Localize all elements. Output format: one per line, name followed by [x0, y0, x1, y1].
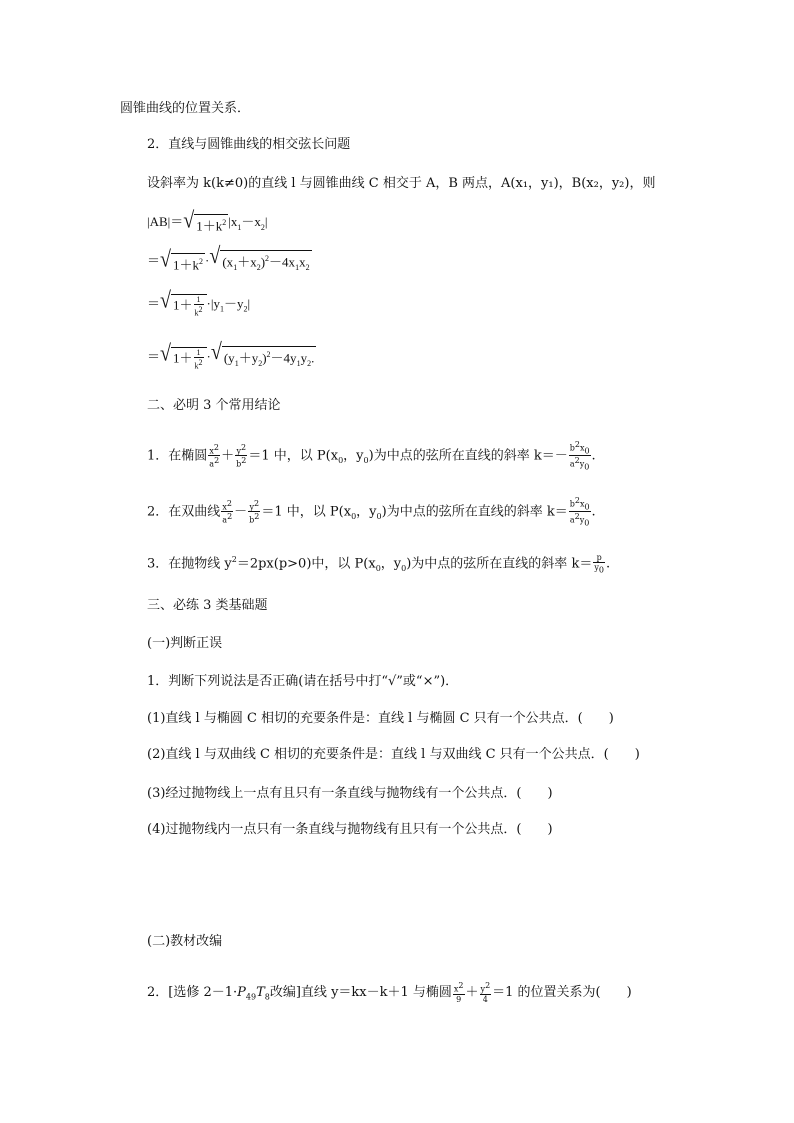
question-2: 2．[选修 $2-1\cdot P_{49}T_8$改编]直线 y＝kx－k＋1 与椭圆 $\frac{x^2}{9}$ ＋ $\frac{y^2}{4}$ ＝1 的位置关系为( ): [147, 981, 632, 1004]
question-1-stem: 1．判断下列说法是否正确(请在括号中打“√”或“×”)．: [147, 674, 459, 689]
section-heading-conclusions: 二、必明 3 个常用结论: [147, 398, 281, 413]
formula-ab-2: ＝ √ $1+k^2$ · √ $(x_1+x_2)^2-4x_1x_2$: [147, 248, 312, 276]
question-1-item: (2)直线 l 与双曲线 C 相切的充要条件是：直线 l 与双曲线 C 只有一个公共点．( ): [147, 747, 640, 762]
formula-ab-1: |AB|＝ √ $1+k^2$ $|x_1-x_2|$: [147, 208, 268, 234]
conclusion-item-1: 1．在椭圆 $\frac{x^2}{a^2}$ ＋ $\frac{y^2}{b^2}$ ＝1 中，以 $P(x_0$，$y_0$)为中点的弦所在直线的斜率 k＝－ $\frac{b^2x_0}{a^2y_0}$ .: [147, 440, 596, 472]
formula-ab-4: ＝ √ 1＋ $\frac{1}{k^2}$ · √ $(y_1+y_2)^2-4y_1y_2$.: [147, 339, 315, 371]
formula-ab-3: ＝ √ 1＋ $\frac{1}{k^2}$ $\cdot|y_1-y_2|$: [147, 287, 251, 318]
question-1-item: (1)直线 l 与椭圆 C 相切的充要条件是：直线 l 与椭圆 C 只有一个公共点．( ): [147, 711, 614, 726]
subsection-textbook: (二)教材改编: [147, 934, 223, 949]
chord-intro: 设斜率为 k(k≠0)的直线 l 与圆锥曲线 C 相交于 A，B 两点，A(x₁，y₁)，B(x₂，y₂)，则: [147, 176, 656, 191]
conclusion-item-2: 2．在双曲线 $\frac{x^2}{a^2}$ － $\frac{y^2}{b^2}$ ＝1 中，以 $P(x_0$，$y_0$)为中点的弦所在直线的斜率 k＝ $\frac{b^2x_0}{a^2y_0}$ .: [147, 496, 596, 528]
section-heading-exercises: 三、必练 3 类基础题: [147, 598, 268, 613]
conclusion-item-3: 3．在抛物线 $y^2=2px(p>0)$中，以 $P(x_0$，$y_0$)为中点的弦所在直线的斜率 k＝ $\frac{p}{y_0}$ .: [147, 553, 611, 575]
subsection-true-false: (一)判断正误: [147, 636, 223, 651]
section-heading-chord: 2．直线与圆锥曲线的相交弦长问题: [147, 137, 351, 152]
question-1-item: (4)过抛物线内一点只有一条直线与抛物线有且只有一个公共点．( ): [147, 822, 553, 837]
intro-tail: 圆锥曲线的位置关系．: [120, 101, 251, 116]
question-1-item: (3)经过抛物线上一点有且只有一条直线与抛物线有一个公共点．( ): [147, 786, 553, 801]
